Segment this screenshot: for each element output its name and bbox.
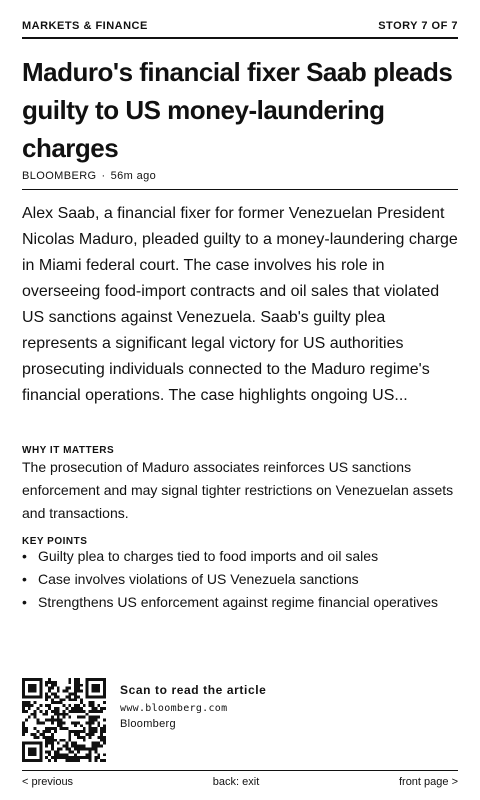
bullet-icon: •: [22, 594, 27, 610]
front-page-button[interactable]: front page >: [398, 775, 458, 788]
section-label: MARKETS & FINANCE: [22, 20, 148, 32]
previous-button[interactable]: < previous: [22, 775, 74, 788]
scan-info: [120, 683, 266, 730]
scan-url[interactable]: www.bloomberg.com: [120, 703, 228, 714]
article-body: Alex Saab, a financial fixer for former Venezuelan President Nicolas Maduro, pleaded guilty to a money-laundering charge in Miami federal court. The case involves his role in overseeing food-import contracts and oil sales that violated US sanctions against Venezuela. Saab's guilty plea represents a significant legal victory for US authorities prosecuting individuals connected to the Maduro regime's financial operations. The case highlights ongoing US...: [22, 205, 458, 404]
byline: [22, 170, 458, 190]
article-headline: Maduro's financial fixer Saab pleads guilty to US money-laundering charges: [22, 57, 453, 163]
why-it-matters-text: The prosecution of Maduro associates reinforces US sanctions enforcement and may signal tighter restrictions on Venezuelan assets and transactions.: [22, 459, 454, 521]
qr-code-icon[interactable]: [22, 678, 106, 762]
story-counter: STORY 7 OF 7: [378, 20, 458, 32]
byline-separator: ·: [101, 170, 106, 182]
scan-source: Bloomberg: [120, 718, 176, 730]
why-it-matters-label: WHY IT MATTERS: [22, 445, 115, 456]
key-point-text: Guilty plea to charges tied to food imports and oil sales: [38, 548, 379, 564]
key-points-label: KEY POINTS: [22, 536, 88, 547]
scan-title: Scan to read the article: [120, 683, 267, 697]
key-points-list: [22, 546, 458, 615]
back-exit-button[interactable]: back: exit: [212, 775, 260, 788]
key-point-text: Case involves violations of US Venezuela sanctions: [38, 571, 359, 587]
list-item: [22, 592, 458, 613]
bullet-icon: •: [22, 548, 27, 564]
list-item: [22, 569, 458, 590]
key-point-text: Strengthens US enforcement against regime financial operatives: [38, 594, 438, 610]
list-item: [22, 546, 458, 567]
byline-source: BLOOMBERG: [22, 170, 97, 182]
bullet-icon: •: [22, 571, 27, 587]
top-bar: [22, 20, 458, 39]
article-page: [22, 0, 458, 800]
footer-nav: [22, 770, 458, 792]
byline-age: 56m ago: [110, 170, 157, 182]
